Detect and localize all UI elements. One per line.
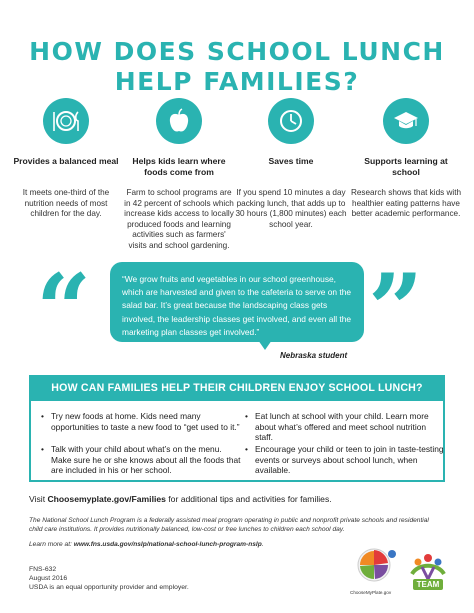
program-note: The National School Lunch Program is a federally assisted meal program operating in public and nonprofit private schools and residential child care institutions. It provides nutritionally balanced, low-cost or free lunches to children each school day. xyxy=(29,517,429,533)
page-title-line-1: HOW DOES SCHOOL LUNCH xyxy=(29,37,445,66)
benefit-title: Supports learning at school xyxy=(364,156,448,177)
benefit-supports-learning xyxy=(350,98,462,220)
benefit-text: If you spend 10 minutes a day packing lunch, that adds up to 30 hours (1,800 minutes) each school year. xyxy=(235,188,347,229)
benefit-saves-time xyxy=(235,98,347,230)
families-heading: HOW CAN FAMILIES HELP THEIR CHILDREN ENJOY SCHOOL LUNCH? xyxy=(29,375,445,401)
plate-icon xyxy=(43,98,89,144)
document-date: August 2016 xyxy=(29,575,68,583)
quote-bubble xyxy=(110,262,364,342)
quote-attribution: Nebraska student xyxy=(280,351,348,360)
tip-item: • Talk with your child about what’s on the menu. Make sure he or she knows about all the foods that are included in his or her school. xyxy=(41,444,241,476)
benefit-learn-foods xyxy=(123,98,235,251)
tip-item: • Eat lunch at school with your child. Learn more about what’s offered and meet school nutrition staff. xyxy=(245,411,445,443)
close-quote-icon: ” xyxy=(368,253,424,366)
benefit-title: Helps kids learn where foods come from xyxy=(132,156,226,177)
page-title-line-2: HELP FAMILIES? xyxy=(114,67,360,96)
benefit-text: Research shows that kids with healthier eating patterns have better academic performance. xyxy=(350,188,462,218)
visit-line xyxy=(29,494,332,504)
document-code: FNS-632 xyxy=(29,566,57,573)
benefit-balanced-meal xyxy=(10,98,122,220)
learn-more-suffix: . xyxy=(261,541,264,548)
benefit-title: Saves time xyxy=(268,156,314,166)
learn-more-prefix: Learn more at: xyxy=(29,541,74,548)
document-meta xyxy=(29,565,189,593)
benefit-text: It meets one-third of the nutrition needs of most children for the day. xyxy=(22,188,110,218)
open-quote-icon: “ xyxy=(36,253,92,366)
families-tips-box xyxy=(29,401,445,482)
nslp-link[interactable]: www.fns.usda.gov/nslp/national-school-lunch-program-nslp xyxy=(73,541,262,548)
visit-suffix: for additional tips and activities for families. xyxy=(165,494,332,504)
team-nutrition-logo xyxy=(406,549,450,595)
quote-bubble-tail xyxy=(258,340,272,350)
benefit-text: Farm to school programs are in 42 percent of schools which increase kids access to locally produced foods and learning activities such as farmers' visits and school gardening. xyxy=(124,188,234,250)
visit-prefix: Visit xyxy=(29,494,48,504)
benefit-title: Provides a balanced meal xyxy=(13,156,119,166)
equal-opportunity-statement: USDA is an equal opportunity provider and employer. xyxy=(29,584,189,592)
choosemyplate-families-link[interactable]: Choosemyplate.gov/Families xyxy=(47,494,166,504)
myplate-caption: ChooseMyPlate.gov xyxy=(350,590,392,595)
quote-text: “We grow fruits and vegetables in our school greenhouse, which are harvested and given to the cafeteria to serve on the salad bar. It’s great because the landscaping class gets involved, the leadership classes get involved, and even all the marketing plan classes get involved.” xyxy=(122,274,352,337)
tip-item: • Try new foods at home. Kids need many opportunities to taste a new food to “get used to it.” xyxy=(41,411,241,432)
apple-icon xyxy=(156,98,202,144)
team-logo-text: TEAM xyxy=(416,580,440,589)
tip-item: • Encourage your child or teen to join in taste-testing events or surveys about school lunch, when available. xyxy=(245,444,445,476)
graduation-cap-icon xyxy=(383,98,429,144)
clock-icon xyxy=(268,98,314,144)
myplate-logo xyxy=(353,545,397,591)
